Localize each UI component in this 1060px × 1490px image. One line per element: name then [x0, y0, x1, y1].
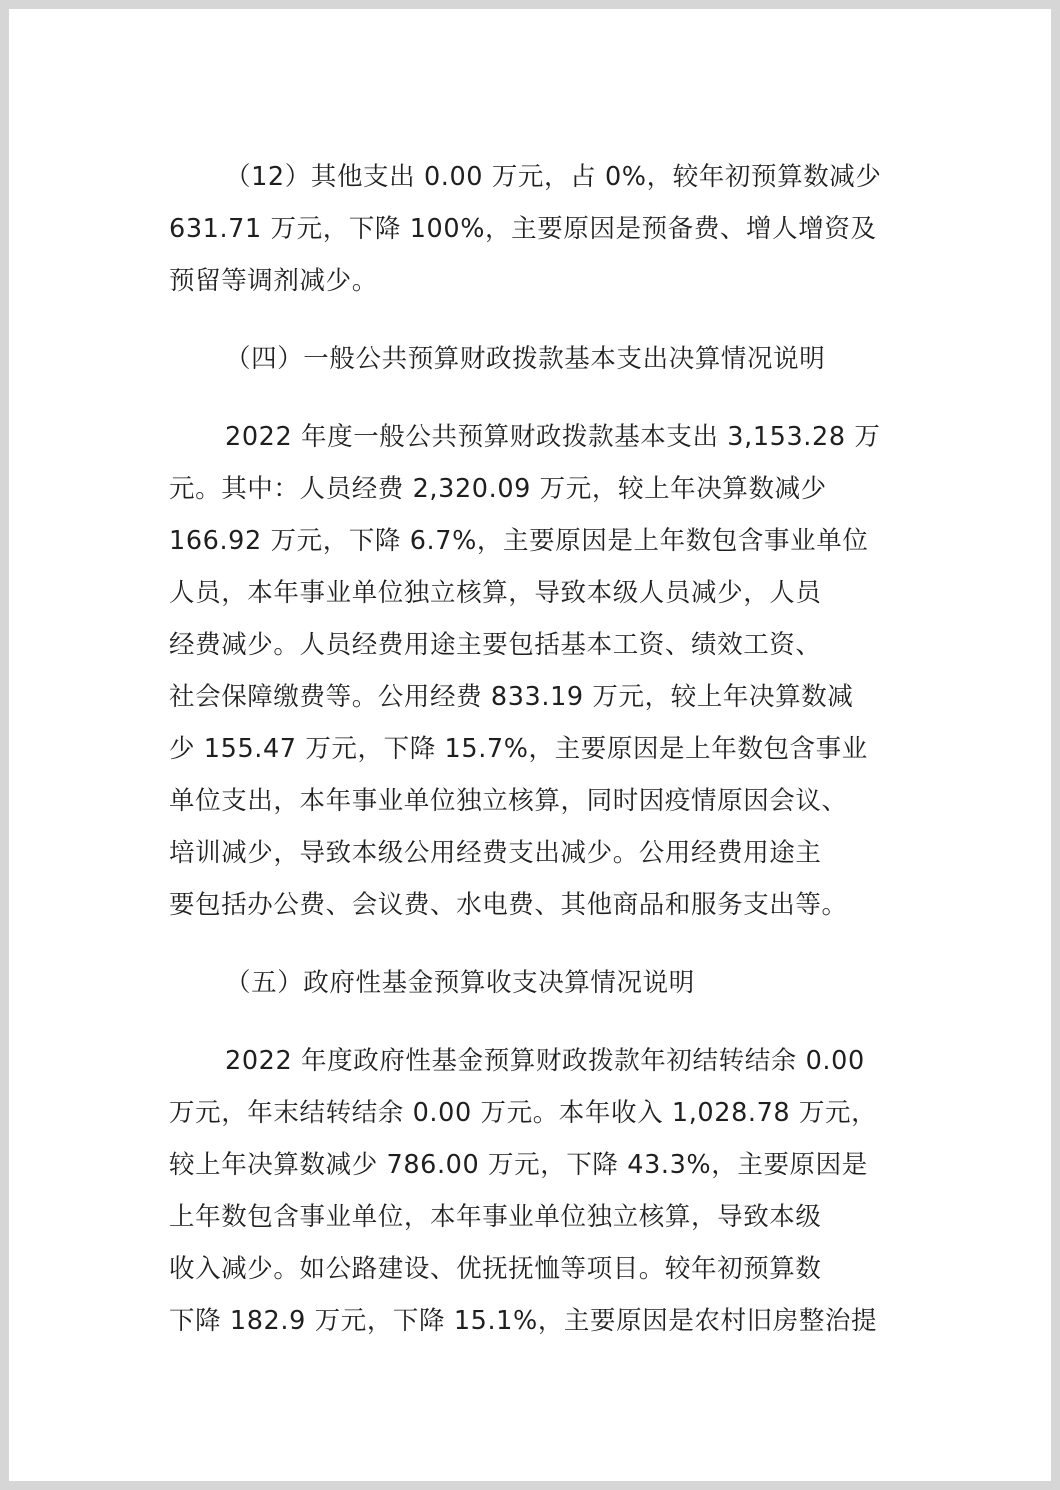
- paragraph-line: 少 155.47 万元，下降 15.7%，主要原因是上年数包含事业: [169, 734, 868, 764]
- paragraph-line: 较上年决算数减少 786.00 万元，下降 43.3%，主要原因是: [169, 1150, 868, 1180]
- paragraph-line: 社会保障缴费等。公用经费 833.19 万元，较上年决算数减: [169, 682, 854, 712]
- section-heading-5: （五）政府性基金预算收支决算情况说明: [225, 968, 695, 998]
- section-heading-4: （四）一般公共预算财政拨款基本支出决算情况说明: [225, 344, 826, 374]
- paragraph-line: 631.71 万元，下降 100%，主要原因是预备费、增人增资及: [169, 214, 877, 244]
- paragraph-line: （12）其他支出 0.00 万元，占 0%，较年初预算数减少: [225, 162, 882, 192]
- paragraph-line: 收入减少。如公路建设、优抚抚恤等项目。较年初预算数: [169, 1254, 822, 1284]
- paragraph-line: 2022 年度政府性基金预算财政拨款年初结转结余 0.00: [225, 1046, 865, 1076]
- paragraph-line: 下降 182.9 万元，下降 15.1%，主要原因是农村旧房整治提: [169, 1306, 878, 1336]
- paragraph-line: 166.92 万元，下降 6.7%，主要原因是上年数包含事业单位: [169, 526, 869, 556]
- paragraph-line: 培训减少，导致本级公用经费支出减少。公用经费用途主: [169, 838, 822, 868]
- paragraph-line: 上年数包含事业单位，本年事业单位独立核算，导致本级: [169, 1202, 822, 1232]
- paragraph-line: 单位支出，本年事业单位独立核算，同时因疫情原因会议、: [169, 786, 848, 816]
- paragraph-line: 2022 年度一般公共预算财政拨款基本支出 3,153.28 万: [225, 422, 881, 452]
- paragraph-line: 人员，本年事业单位独立核算，导致本级人员减少，人员: [169, 578, 822, 608]
- paragraph-line: 经费减少。人员经费用途主要包括基本工资、绩效工资、: [169, 630, 822, 660]
- document-page: [9, 9, 1051, 1481]
- paragraph-line: 预留等调剂减少。: [169, 266, 378, 296]
- paragraph-line: 元。其中：人员经费 2,320.09 万元，较上年决算数减少: [169, 474, 827, 504]
- paragraph-line: 万元，年末结转结余 0.00 万元。本年收入 1,028.78 万元，: [169, 1098, 878, 1128]
- paragraph-line: 要包括办公费、会议费、水电费、其他商品和服务支出等。: [169, 890, 848, 920]
